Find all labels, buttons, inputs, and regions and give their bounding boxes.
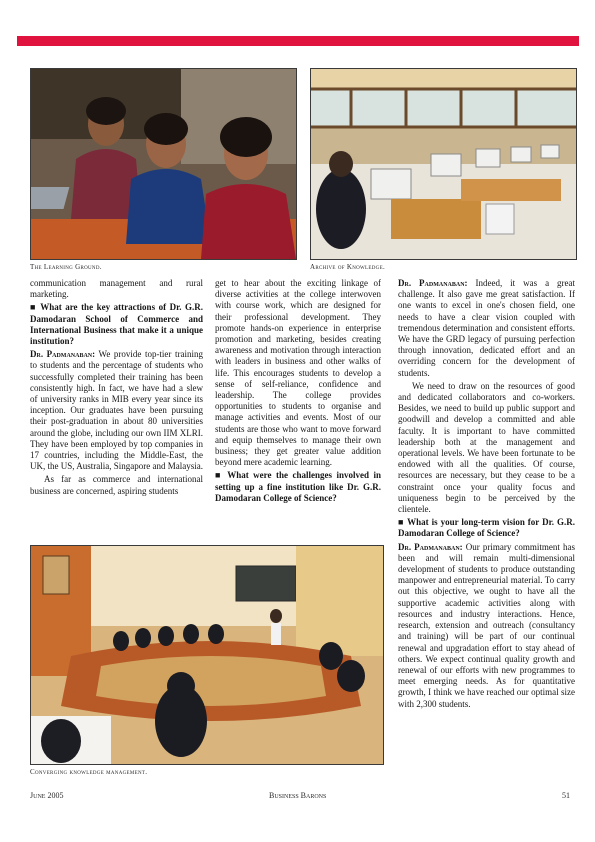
answer-text: Indeed, it was a great challenge. It also gave me great satisfaction. If one wants to excel in one's chosen field, one needs to have a clear vision coupled with tremendous determination and consistent efforts. We have the GRD legacy of pursuing perfection through innovation, dedicated effort and an overriding concern for the development of students.	[398, 278, 576, 378]
answer-text: We provide top-tier training to students and the percentage of students who successfully completed their training has been consistently high. In fact, we have had a slew of university ranks in MIB every year since its inception. Our graduates have been pursuing their post-graduation in about 80 universities around the globe, including our own IIM XLRI. They have been employed by top companies in 17 countries, including the Middle-East, the UK, the US, Australia, Singapore and Malaysia.	[30, 349, 203, 472]
paragraph: We need to draw on the resources of good and dedicated collaborators and co-workers. Besides, we need to build up public support and goodwill and develop a committed and able faculty. It is important to have committed leadership both at the management and operational levels. We have been fortunate to be endowed with all the qualities. Of course, resources are necessary, but they cease to be a constraint once your quality focus and uniqueness begin to be perceived by the clientele.	[398, 380, 575, 515]
question-heading: ■ What are the key attractions of Dr. G.R. Damodaran School of Commerce and International Business that make it a unique institution?	[30, 302, 203, 347]
speaker-label: Dr. Padmanaban:	[30, 349, 96, 360]
text-column-3	[398, 278, 575, 712]
caption-photo-1: The Learning Ground.	[30, 263, 102, 271]
question-heading: ■ What is your long-term vision for Dr. G.R. Damodaran College of Science?	[398, 517, 575, 539]
photo-learning-ground	[30, 68, 297, 260]
paragraph: communication management and rural marketing.	[30, 278, 203, 300]
text-column-1	[30, 278, 203, 499]
photo-conference-room	[30, 545, 384, 765]
top-band	[0, 30, 595, 50]
paragraph: As far as commerce and international business are concerned, aspiring students	[30, 474, 203, 496]
answer-paragraph	[30, 349, 203, 472]
header-red-rule	[17, 36, 579, 46]
paragraph: get to hear about the exciting linkage of diverse activities at the college interwoven with course work, which are designed for their professional development. They promote hands-on experience in enterprise promotion and marketing, besides creating awareness and motivation through interaction with leaders in business and other walks of life. This encourages students to develop a sense of self-reliance, confidence and leadership. The college provides opportunities to students to organise and manage activities and events. Most of our students are those who want to move forward and equip themselves to manage their own business; they get greater value addition beyond mere academic learning.	[215, 278, 381, 468]
caption-photo-3: Converging knowledge management.	[30, 768, 148, 776]
text-column-2	[215, 278, 381, 506]
photo-archive-of-knowledge	[310, 68, 577, 260]
footer-date: June 2005	[30, 791, 64, 800]
answer-paragraph	[398, 542, 575, 710]
answer-paragraph	[398, 278, 575, 379]
caption-photo-2: Archive of Knowledge.	[310, 263, 385, 271]
page-number: 51	[562, 791, 570, 800]
speaker-label: Dr. Padmanaban:	[398, 541, 463, 552]
question-heading: ■ What were the challenges involved in setting up a fine institution like Dr. G.R. Damodaran College of Science?	[215, 470, 381, 504]
answer-text: Our primary commitment has been and will remain multi-dimensional development of students to produce outstanding manpower and entrepreneurial material. To carry out this objective, we ought to have all the supportive academic activities along with resources and industry interactions. Hence, research, extension and outreach (consultancy and training) will be part of our continual renewal and upgradation effort to stay ahead of others. We expect continual quality growth and renewal of our efforts with new programmes to meet emerging needs. As for quantitative growth, I think we have reached our optimal size with 2,300 students.	[398, 541, 576, 709]
speaker-label: Dr. Padmanaban:	[398, 278, 468, 288]
footer-magazine-name: Business Barons	[269, 791, 327, 800]
